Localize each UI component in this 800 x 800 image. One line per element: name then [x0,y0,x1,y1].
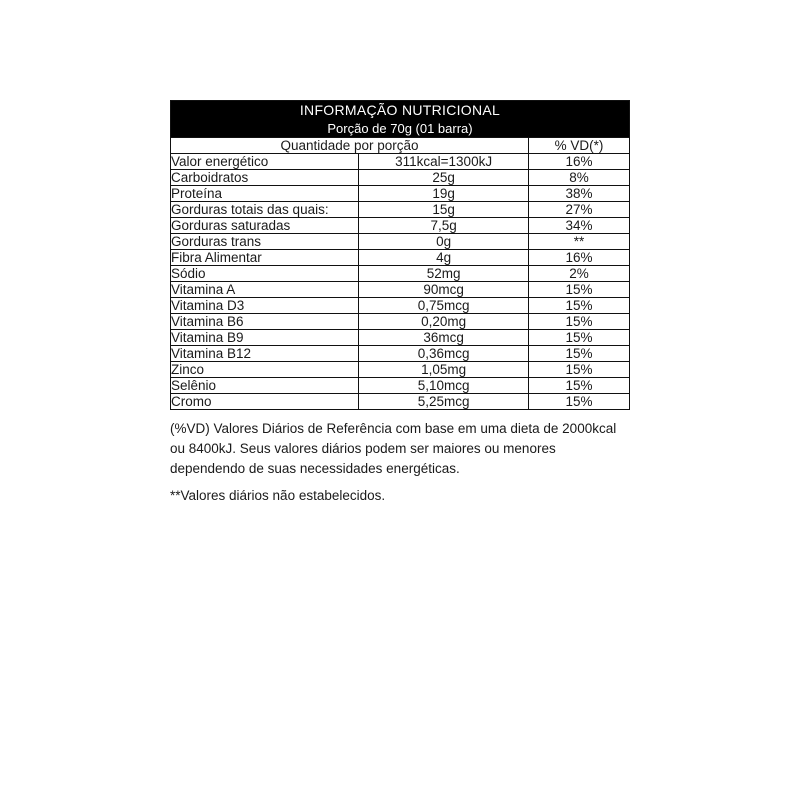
nutrient-vd: 15% [529,346,630,362]
table-column-headers [171,138,630,154]
label-title: INFORMAÇÃO NUTRICIONAL [299,102,501,118]
nutrient-quantity: 7,5g [359,218,529,234]
nutrient-vd: 15% [529,362,630,378]
footnote-vd-reference: (%VD) Valores Diários de Referência com base em uma dieta de 2000kcal ou 8400kJ. Seus valores diários podem ser maiores ou menores dependendo de suas necessidades energéticas. [170,421,617,476]
nutrient-vd: 38% [529,186,630,202]
nutrient-quantity: 52mg [359,266,529,282]
nutrition-table-body [171,101,630,410]
nutrient-vd: 15% [529,314,630,330]
nutrition-table [170,100,630,410]
table-row [171,202,630,218]
table-row [171,282,630,298]
footnotes [170,419,630,505]
table-row [171,266,630,282]
nutrient-name: Gorduras totais das quais: [171,202,359,218]
column-header-quantity: Quantidade por porção [171,138,529,154]
nutrient-quantity: 36mcg [359,330,529,346]
nutrient-vd: 2% [529,266,630,282]
nutrient-name: Gorduras saturadas [171,218,359,234]
nutrient-name: Gorduras trans [171,234,359,250]
nutrient-vd: 15% [529,330,630,346]
nutrient-quantity: 19g [359,186,529,202]
table-row [171,378,630,394]
serving-size: Porção de 70g (01 barra) [327,120,473,136]
nutrient-name: Vitamina B6 [171,314,359,330]
table-row [171,314,630,330]
nutrient-quantity: 311kcal=1300kJ [359,154,529,170]
table-header-band [171,101,630,138]
table-row [171,346,630,362]
nutrient-name: Vitamina A [171,282,359,298]
nutrient-quantity: 1,05mg [359,362,529,378]
nutrient-name: Valor energético [171,154,359,170]
table-row [171,394,630,410]
nutrition-facts-panel [170,100,630,506]
nutrient-name: Proteína [171,186,359,202]
nutrient-name: Vitamina B12 [171,346,359,362]
column-header-vd: % VD(*) [529,138,630,154]
nutrient-quantity: 0,75mcg [359,298,529,314]
nutrient-name: Carboidratos [171,170,359,186]
table-row [171,298,630,314]
header-band-cell [171,101,630,138]
nutrient-name: Vitamina B9 [171,330,359,346]
nutrient-quantity: 15g [359,202,529,218]
table-row [171,234,630,250]
nutrient-quantity: 4g [359,250,529,266]
table-row [171,250,630,266]
nutrient-vd: 34% [529,218,630,234]
nutrient-vd: 15% [529,378,630,394]
nutrient-name: Selênio [171,378,359,394]
nutrient-quantity: 90mcg [359,282,529,298]
nutrient-name: Vitamina D3 [171,298,359,314]
nutrient-name: Fibra Alimentar [171,250,359,266]
nutrient-vd: 15% [529,394,630,410]
table-row [171,170,630,186]
nutrient-quantity: 0g [359,234,529,250]
table-row [171,330,630,346]
nutrient-quantity: 5,10mcg [359,378,529,394]
nutrient-vd: 16% [529,250,630,266]
nutrient-vd: 15% [529,298,630,314]
nutrient-name: Zinco [171,362,359,378]
table-row [171,362,630,378]
nutrient-name: Cromo [171,394,359,410]
nutrient-vd: ** [529,234,630,250]
nutrient-vd: 16% [529,154,630,170]
table-row [171,154,630,170]
nutrient-vd: 8% [529,170,630,186]
nutrient-quantity: 25g [359,170,529,186]
nutrient-vd: 15% [529,282,630,298]
footnote-not-established: **Valores diários não estabelecidos. [170,488,386,504]
nutrient-vd: 27% [529,202,630,218]
nutrient-quantity: 0,36mcg [359,346,529,362]
table-row [171,218,630,234]
nutrient-quantity: 5,25mcg [359,394,529,410]
table-row [171,186,630,202]
nutrient-quantity: 0,20mg [359,314,529,330]
nutrient-name: Sódio [171,266,359,282]
